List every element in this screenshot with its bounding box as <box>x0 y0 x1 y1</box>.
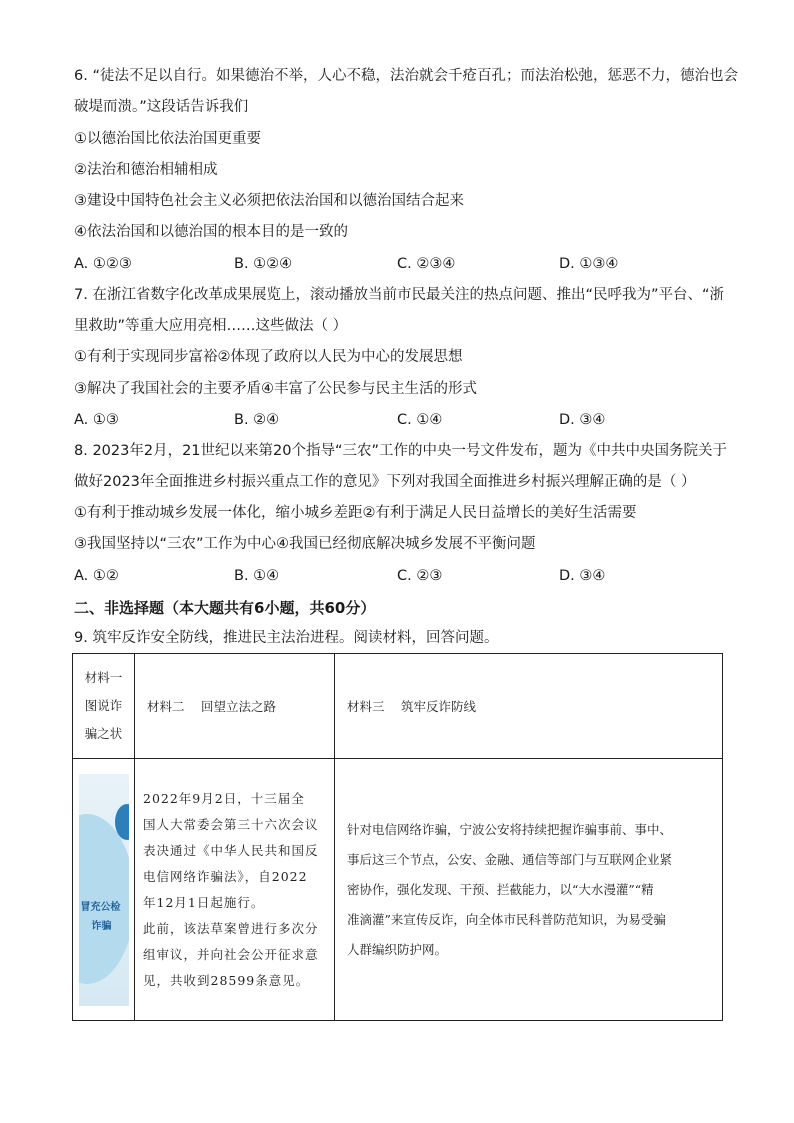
material2-header: 材料二 回望立法之路 <box>135 654 335 759</box>
q9-stem: 9. 筑牢反诈安全防线，推进民主法治进程。阅读材料，回答问题。 <box>74 630 499 646</box>
anti-fraud-poster-image <box>79 774 129 1006</box>
material2-line: 电信网络诈骗法》，自2022 <box>143 868 308 884</box>
q8-option-b: B. ①④ <box>234 568 280 584</box>
material1-header-line: 骗之状 <box>84 726 123 741</box>
material1-header <box>73 654 135 759</box>
q6-stem-line2: 破堤而溃。”这段话告诉我们 <box>74 99 249 115</box>
material1-header-line: 材料一 <box>84 670 123 685</box>
material3-line: 准滴灌”来宣传反诈，向全体市民科普防范知识，为易受骗 <box>347 911 666 927</box>
q7-stem-line1: 7. 在浙江省数字化改革成果展览上，滚动播放当前市民最关注的热点问题、推出“民呼我为”平台、“浙 <box>74 287 724 303</box>
material1-header-line: 图说诈 <box>84 698 123 713</box>
q7-option-d: D. ③④ <box>559 412 606 428</box>
q6-item-4: ④依法治国和以德治国的根本目的是一致的 <box>74 224 348 240</box>
q7-item-2: ③解决了我国社会的主要矛盾④丰富了公民参与民主生活的形式 <box>74 381 477 397</box>
material2-line: 2022年9月2日，十三届全 <box>143 790 305 806</box>
q6-option-a: A. ①②③ <box>74 256 132 272</box>
poster-text: 冒充公检 <box>80 901 121 913</box>
materials-content-row <box>73 759 723 1021</box>
q8-stem-line1: 8. 2023年2月，21世纪以来第20个指导“三农”工作的中央一号文件发布，题为《中共中央国务院关于 <box>74 443 727 459</box>
material3-line: 事后这三个节点，公安、金融、通信等部门与互联网企业紧 <box>347 851 673 867</box>
material2-line: 见，共收到28599条意见。 <box>143 972 310 988</box>
q7-stem-line2: 里救助”等重大应用亮相……这些做法（ ） <box>74 318 348 334</box>
q6-option-d: D. ①③④ <box>559 256 619 272</box>
q8-item-2: ③我国坚持以“三农”工作为中心④我国已经彻底解决城乡发展不平衡问题 <box>74 536 536 552</box>
q7-option-a: A. ①③ <box>74 412 119 428</box>
q8-option-a: A. ①② <box>74 568 119 584</box>
poster-text: 诈骗 <box>91 920 112 932</box>
material3-header: 材料三 筑牢反诈防线 <box>335 654 723 759</box>
q6-item-3: ③建设中国特色社会主义必须把依法治国和以德治国结合起来 <box>74 193 464 209</box>
material2-line: 组审议，并向社会公开征求意 <box>143 946 319 962</box>
material2-line: 此前，该法草案曾进行多次分 <box>143 920 319 936</box>
q8-item-1: ①有利于推动城乡发展一体化，缩小城乡差距②有利于满足人民日益增长的美好生活需要 <box>74 505 637 521</box>
q8-option-d: D. ③④ <box>559 568 606 584</box>
material3-line: 针对电信网络诈骗，宁波公安将持续把握诈骗事前、事中、 <box>347 821 673 837</box>
material3-line: 密协作，强化发现、干预、拦截能力，以“大水漫灌”“精 <box>347 881 654 897</box>
q7-option-b: B. ②④ <box>234 412 280 428</box>
q8-option-c: C. ②③ <box>397 568 443 584</box>
material1-cell <box>73 759 135 1021</box>
materials-header-row <box>73 654 723 759</box>
q6-stem-line1: 6. “徒法不足以自行。如果德治不举，人心不稳，法治就会千疮百孔；而法治松弛，惩恶不力，德治也会 <box>74 68 738 84</box>
section-title: 二、非选择题（本大题共有6小题，共60分） <box>74 599 376 617</box>
material2-line: 表决通过《中华人民共和国反 <box>143 842 319 858</box>
q6-item-1: ①以德治国比依法治国更重要 <box>74 131 261 147</box>
material3-cell <box>335 759 723 1021</box>
material2-line: 年12月1日起施行。 <box>143 894 265 910</box>
material2-cell <box>135 759 335 1021</box>
material3-line: 人群编织防护网。 <box>347 941 448 957</box>
q8-stem-line2: 做好2023年全面推进乡村振兴重点工作的意见》下列对我国全面推进乡村振兴理解正确的是（ ） <box>74 474 696 490</box>
q6-option-c: C. ②③④ <box>397 256 456 272</box>
q6-option-b: B. ①②④ <box>234 256 293 272</box>
materials-table <box>72 653 723 1021</box>
q7-option-c: C. ①④ <box>397 412 443 428</box>
q6-item-2: ②法治和德治相辅相成 <box>74 162 218 178</box>
q7-item-1: ①有利于实现同步富裕②体现了政府以人民为中心的发展思想 <box>74 349 463 365</box>
material2-line: 国人大常委会第三十六次会议 <box>143 816 319 832</box>
